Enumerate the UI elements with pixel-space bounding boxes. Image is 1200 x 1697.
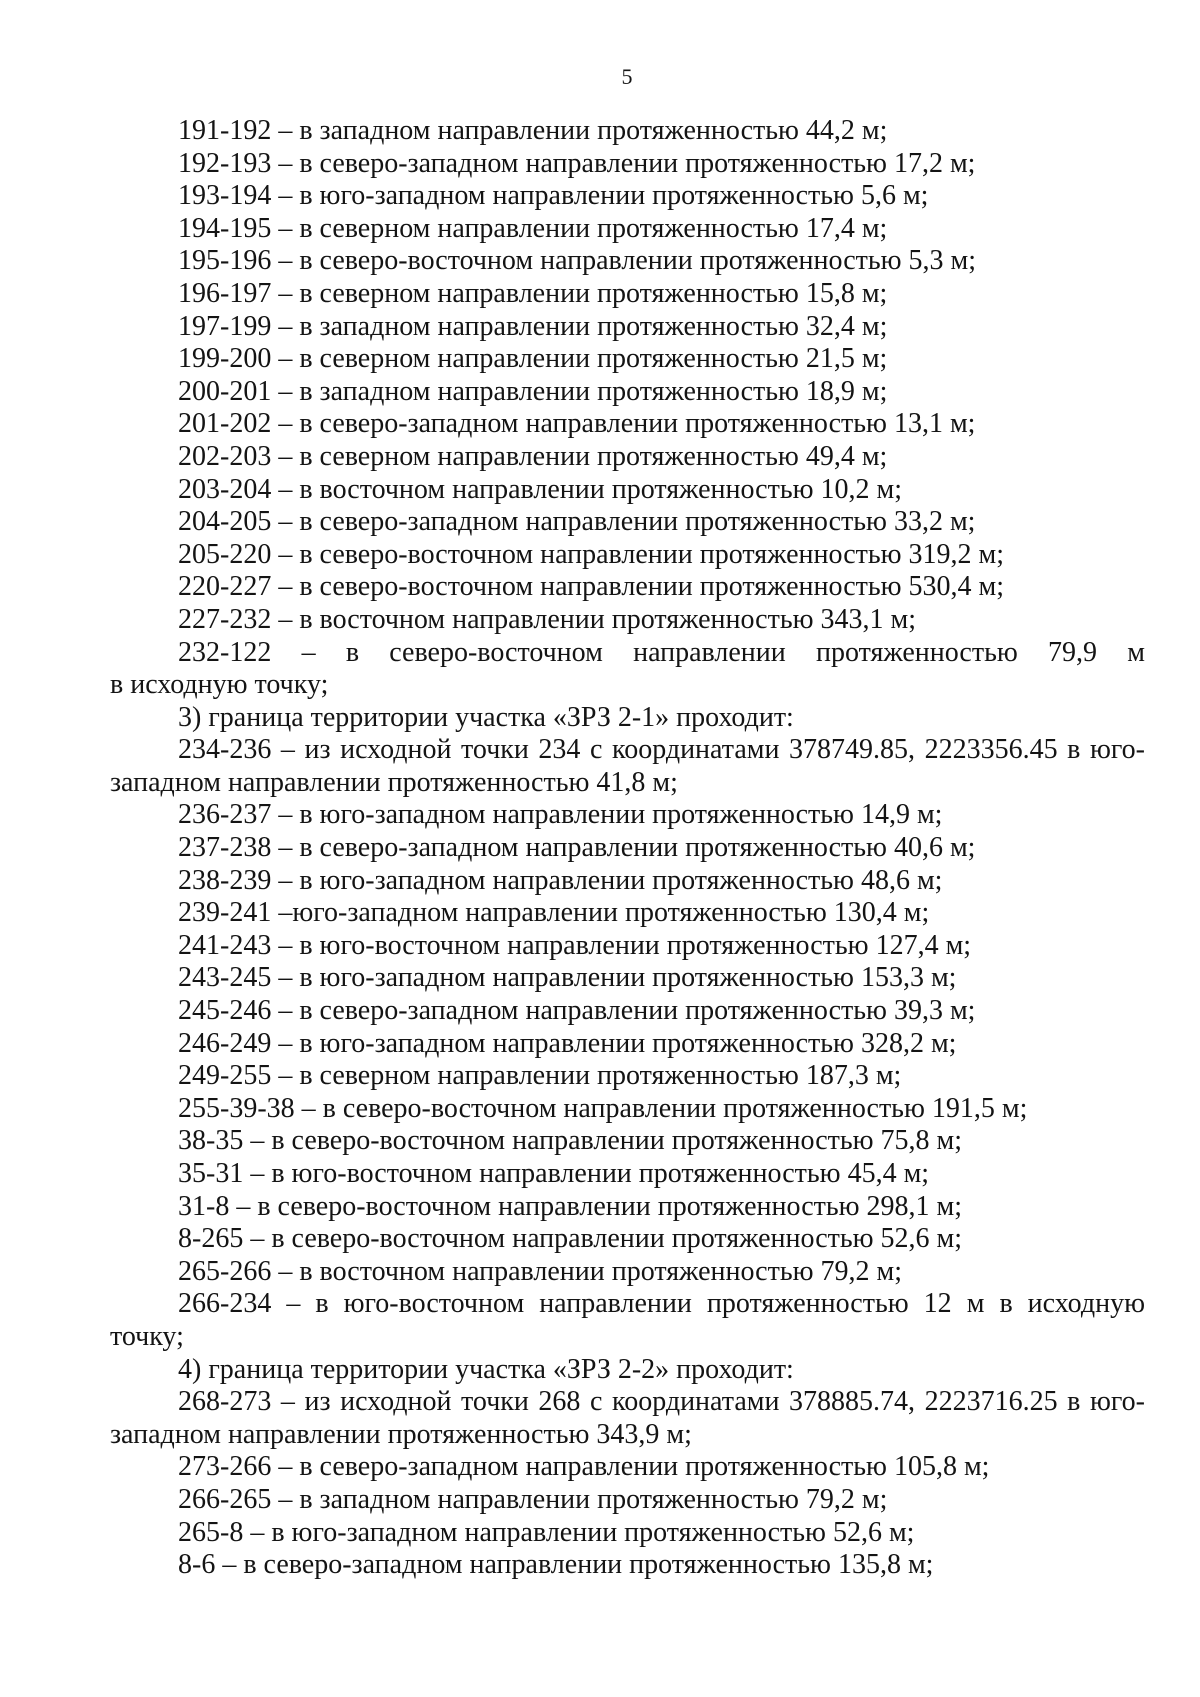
boundary-segment-start: 268-273 – из исходной точки 268 с координатами 378885.74, 2223716.25 в юго- <box>178 1386 1145 1418</box>
boundary-segment: 241-243 – в юго-восточном направлении протяженностью 127,4 м; <box>178 929 972 961</box>
boundary-segment: 237-238 – в северо-западном направлении протяженностью 40,6 м; <box>178 832 976 864</box>
boundary-segment: 38-35 – в северо-восточном направлении протяженностью 75,8 м; <box>178 1125 963 1157</box>
boundary-segment-closing: 266-234 – в юго-восточном направлении протяженностью 12 м в исходную <box>178 1288 1145 1320</box>
boundary-segment: 200-201 – в западном направлении протяженностью 18,9 м; <box>178 375 888 407</box>
boundary-segment: 266-265 – в западном направлении протяженностью 79,2 м; <box>178 1483 888 1515</box>
boundary-segment: 192-193 – в северо-западном направлении протяженностью 17,2 м; <box>178 147 976 179</box>
boundary-segment: 238-239 – в юго-западном направлении протяженностью 48,6 м; <box>178 864 943 896</box>
boundary-segment: 191-192 – в западном направлении протяженностью 44,2 м; <box>178 115 888 146</box>
section-heading: 4) граница территории участка «ЗРЗ 2-2» проходит: <box>178 1353 794 1385</box>
boundary-segment: 239-241 –юго-западном направлении протяженностью 130,4 м; <box>178 897 930 929</box>
boundary-segment: 201-202 – в северо-западном направлении протяженностью 13,1 м; <box>178 408 976 440</box>
boundary-segment: 35-31 – в юго-восточном направлении протяженностью 45,4 м; <box>178 1158 930 1189</box>
boundary-segment: 227-232 – в восточном направлении протяженностью 343,1 м; <box>178 603 917 635</box>
boundary-segment: 202-203 – в северном направлении протяженностью 49,4 м; <box>178 440 888 472</box>
boundary-segment: 243-245 – в юго-западном направлении протяженностью 153,3 м; <box>178 962 957 994</box>
boundary-segment: 31-8 – в северо-восточном направлении протяженностью 298,1 м; <box>178 1190 963 1222</box>
document-body <box>110 115 1145 1582</box>
boundary-segment: 255-39-38 – в северо-восточном направлении протяженностью 191,5 м; <box>178 1092 1028 1124</box>
boundary-segment: 236-237 – в юго-западном направлении протяженностью 14,9 м; <box>178 799 943 831</box>
boundary-segment-start-cont: западном направлении протяженностью 343,9 м; <box>110 1418 692 1450</box>
boundary-segment-closing: 232-122 – в северо-восточном направлении протяженностью 79,9 м <box>178 636 1145 668</box>
boundary-segment: 220-227 – в северо-восточном направлении протяженностью 530,4 м; <box>178 571 1005 603</box>
boundary-segment: 249-255 – в северном направлении протяженностью 187,3 м; <box>178 1060 902 1092</box>
boundary-segment-start: 234-236 – из исходной точки 234 с координатами 378749.85, 2223356.45 в юго- <box>178 734 1145 766</box>
boundary-segment: 8-265 – в северо-восточном направлении протяженностью 52,6 м; <box>178 1223 963 1255</box>
boundary-segment: 196-197 – в северном направлении протяженностью 15,8 м; <box>178 277 888 309</box>
boundary-segment: 197-199 – в западном направлении протяженностью 32,4 м; <box>178 310 888 342</box>
boundary-segment: 203-204 – в восточном направлении протяженностью 10,2 м; <box>178 473 903 505</box>
boundary-segment: 265-266 – в восточном направлении протяженностью 79,2 м; <box>178 1255 903 1287</box>
boundary-segment: 8-6 – в северо-западном направлении протяженностью 135,8 м; <box>178 1549 934 1581</box>
boundary-segment: 204-205 – в северо-западном направлении протяженностью 33,2 м; <box>178 506 976 538</box>
boundary-segment: 194-195 – в северном направлении протяженностью 17,4 м; <box>178 212 888 244</box>
boundary-segment: 199-200 – в северном направлении протяженностью 21,5 м; <box>178 343 888 375</box>
boundary-segment: 265-8 – в юго-западном направлении протяженностью 52,6 м; <box>178 1516 915 1548</box>
boundary-segment: 273-266 – в северо-западном направлении протяженностью 105,8 м; <box>178 1451 990 1483</box>
boundary-segment-closing-cont: в исходную точку; <box>110 669 329 701</box>
boundary-segment: 195-196 – в северо-восточном направлении протяженностью 5,3 м; <box>178 245 977 277</box>
section-heading: 3) граница территории участка «ЗРЗ 2-1» проходит: <box>178 701 794 733</box>
boundary-segment: 245-246 – в северо-западном направлении протяженностью 39,3 м; <box>178 995 976 1027</box>
boundary-segment: 246-249 – в юго-западном направлении протяженностью 328,2 м; <box>178 1027 957 1059</box>
boundary-segment: 205-220 – в северо-восточном направлении протяженностью 319,2 м; <box>178 538 1005 570</box>
page-number: 5 <box>621 64 633 89</box>
boundary-segment-closing-cont: точку; <box>110 1320 184 1352</box>
boundary-segment: 193-194 – в юго-западном направлении протяженностью 5,6 м; <box>178 180 929 212</box>
boundary-segment-start-cont: западном направлении протяженностью 41,8 м; <box>110 766 678 798</box>
